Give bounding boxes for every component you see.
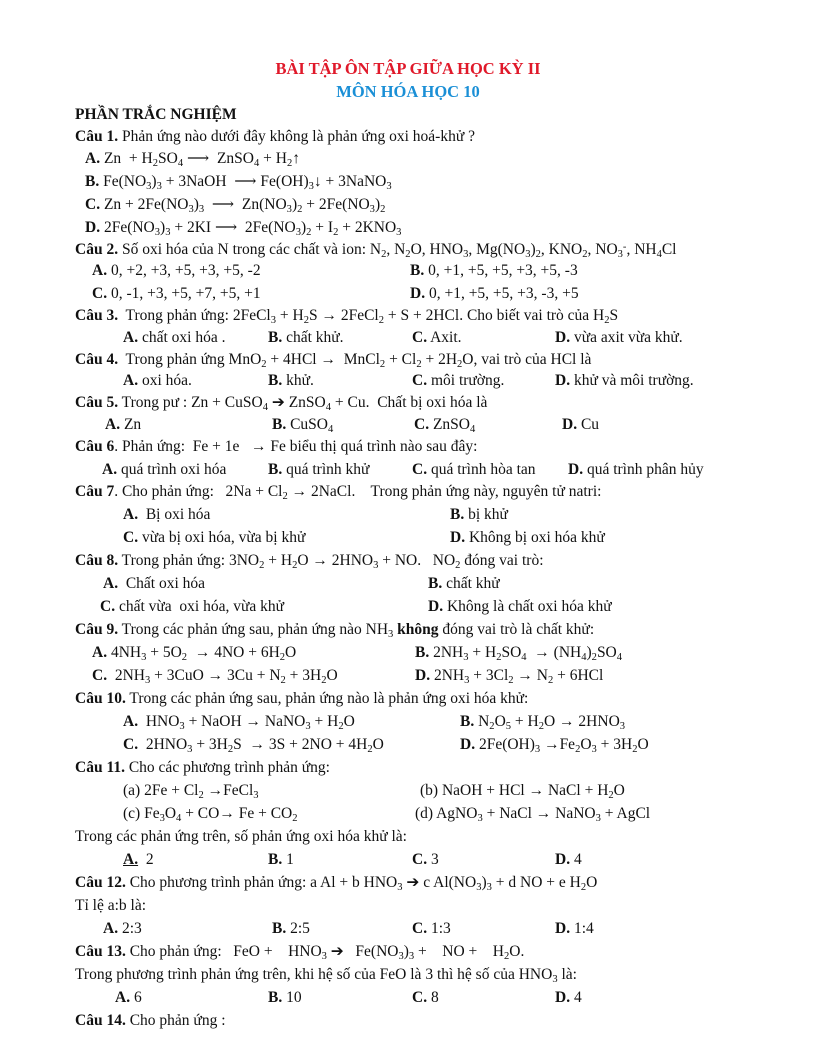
text-line: A. quá trình oxi hóa bbox=[102, 461, 227, 478]
text-line: D. 4 bbox=[555, 989, 582, 1006]
text-line: D. $2NH_3 + 3Cl_2 \to N_2 + 6HCl$ bbox=[415, 667, 604, 686]
text-line: A. 2:3 bbox=[103, 920, 142, 937]
text-line: D. $2Fe(OH)_3 \to Fe_2O_3 + 3H_2O$ bbox=[460, 736, 649, 755]
text-line: Câu 12. Cho phương trình phản ứng: a Al + b $HNO_3$ ➔ c $Al(NO_3)_3 + d$ NO + e $H_2O$ bbox=[75, 874, 598, 893]
text-line: D. $2Fe(NO_3)_3 + 2KI$ ⟶ $2Fe(NO_3)_2 + I_2 + 2KNO_3$ bbox=[85, 219, 402, 238]
text-line: Câu 7. Cho phản ứng: $2Na + Cl_2$ → 2NaCl. Trong phản ứng này, nguyên tử natri: bbox=[75, 483, 602, 502]
text-line: B. chất khử bbox=[428, 575, 500, 592]
text-line: A. $HNO_3$ + NaOH → NaNO$_3$ + $H_2O$ bbox=[123, 713, 355, 732]
text-line: Câu 4. Trong phản ứng MnO$_2$ + 4HCl → MnCl$_2$ + $Cl_2 + 2H_2O$, vai trò của HCl là bbox=[75, 351, 592, 370]
text-line: A. chất oxi hóa . bbox=[123, 329, 226, 346]
text-line: A. Chất oxi hóa bbox=[103, 575, 206, 592]
text-line: C. 8 bbox=[412, 989, 439, 1006]
page-subtitle: MÔN HÓA HỌC 10 bbox=[336, 82, 480, 101]
text-line: Trong phương trình phản ứng trên, khi hệ số của FeO là 3 thì hệ số của $HNO_3$ là: bbox=[75, 966, 577, 985]
text-line: C. vừa bị oxi hóa, vừa bị khử bbox=[123, 529, 306, 546]
text-line: B. $2NH_3 + H_2SO_4 \to (NH_4)_2SO_4$ bbox=[415, 644, 623, 663]
text-line: Câu 13. Cho phản ứng: FeO + $HNO_3$ ➔ $Fe(NO_3)_3$ + NO + $H_2O$. bbox=[75, 943, 525, 962]
text-line: A. 0, +2, +3, +5, +3, +5, -2 bbox=[92, 262, 261, 279]
text-line: C. $2NH_3 + 3CuO \to 3Cu + N_2 + 3H_2O$ bbox=[92, 667, 338, 686]
text-line: A. $4NH_3 + 5O_2 \to 4NO + 6H_2O$ bbox=[92, 644, 297, 663]
text-line: D. quá trình phân hủy bbox=[568, 461, 704, 478]
text-line: A. Bị oxi hóa bbox=[123, 506, 211, 523]
text-line: Câu 9. Trong các phản ứng sau, phản ứng nào $NH_3$ không đóng vai trò là chất khử: bbox=[75, 621, 595, 640]
text-line: B. 0, +1, +5, +5, +3, +5, -3 bbox=[410, 262, 578, 279]
text-line: B. 10 bbox=[268, 989, 302, 1006]
text-line: Câu 14. Cho phản ứng : bbox=[75, 1012, 226, 1029]
text-line: D. 4 bbox=[555, 851, 582, 868]
page-title: BÀI TẬP ÔN TẬP GIỮA HỌC KỲ II bbox=[275, 59, 541, 78]
text-line: B. 2:5 bbox=[272, 920, 310, 937]
text-line: B. khử. bbox=[268, 372, 314, 389]
text-line: (d) AgNO$_3$ + NaCl → NaNO$_3$ + AgCl bbox=[415, 805, 651, 824]
text-line: A. 2 bbox=[123, 851, 154, 868]
text-line: B. quá trình khử bbox=[268, 461, 370, 478]
text-line: C. $Zn + 2Fe(NO_3)_3$ ⟶ $Zn(NO_3)_2 + 2Fe(NO_3)_2$ bbox=[85, 196, 386, 215]
text-line: A. Zn bbox=[105, 416, 142, 433]
text-line: B. CuSO$_4$ bbox=[272, 416, 334, 435]
text-line: Câu 6. Phản ứng: Fe + 1e → Fe biểu thị quá trình nào sau đây: bbox=[75, 438, 478, 455]
text-line: C. chất vừa oxi hóa, vừa khử bbox=[100, 598, 285, 615]
text-line: D. Không là chất oxi hóa khử bbox=[428, 598, 612, 615]
text-line: C. 1:3 bbox=[412, 920, 451, 937]
section-heading: PHẦN TRẮC NGHIỆM bbox=[75, 106, 237, 123]
text-line: Câu 1. Phản ứng nào dưới đây không là phản ứng oxi hoá-khử ? bbox=[75, 128, 475, 145]
text-line: D. vừa axit vừa khử. bbox=[555, 329, 683, 346]
text-line: B. $Fe(NO_3)_3$ + 3NaOH ⟶ $Fe(OH)_3↓$ + 3NaNO$_3$ bbox=[85, 173, 392, 192]
text-line: Câu 8. Trong phản ứng: $3NO_2 + H_2O \to 2HNO_3$ + NO. $NO_2$ đóng vai trò: bbox=[75, 552, 544, 571]
text-line: B. bị khử bbox=[450, 506, 508, 523]
text-line: C. Axit. bbox=[412, 329, 462, 346]
text-line: (a) $2Fe + Cl_2$ →FeCl$_3$ bbox=[123, 782, 259, 801]
text-line: D. khử và môi trường. bbox=[555, 372, 694, 389]
text-line: A. oxi hóa. bbox=[123, 372, 192, 389]
text-line: B. 1 bbox=[268, 851, 294, 868]
text-line: A. $Zn + H_2SO_4$ ⟶ ZnSO$_4$ + $H_2↑$ bbox=[85, 150, 300, 169]
text-line: Câu 3. Trong phản ứng: 2FeCl$_3$ + $H_2S$ → 2FeCl$_2$ + S + 2HCl. Cho biết vai trò của $H_2S$ bbox=[75, 307, 619, 326]
text-line: Câu 2. Số oxi hóa của N trong các chất và ion: $N_2$, $N_2O$, $HNO_3$, $Mg(NO_3)_2$, $KNO_2$, $NO_3^-$, $NH_4Cl$ bbox=[75, 241, 677, 260]
text-line: Câu 11. Cho các phương trình phản ứng: bbox=[75, 759, 330, 776]
text-line: A. 6 bbox=[115, 989, 142, 1006]
text-line: C. 0, -1, +3, +5, +7, +5, +1 bbox=[92, 285, 261, 302]
text-line: Trong các phản ứng trên, số phản ứng oxi hóa khử là: bbox=[75, 828, 407, 845]
text-line: Câu 5. Trong pư : Zn + CuSO$_4$ ➔ ZnSO$_4$ + Cu. Chất bị oxi hóa là bbox=[75, 394, 488, 413]
text-line: B. $N_2O_5 + H_2O \to 2HNO_3$ bbox=[460, 713, 626, 732]
text-line: C. quá trình hòa tan bbox=[412, 461, 536, 478]
text-line: B. chất khử. bbox=[268, 329, 344, 346]
text-line: Câu 10. Trong các phản ứng sau, phản ứng nào là phản ứng oxi hóa khử: bbox=[75, 690, 529, 707]
text-line: C. ZnSO$_4$ bbox=[414, 416, 476, 435]
text-line: C. môi trường. bbox=[412, 372, 505, 389]
text-line: Tỉ lệ a:b là: bbox=[75, 897, 147, 914]
text-line: (c) $Fe_3O_4 + CO\to Fe + CO_2$ bbox=[123, 805, 298, 824]
text-line: C. 3 bbox=[412, 851, 439, 868]
text-line: D. 1:4 bbox=[555, 920, 594, 937]
text-line: C. $2HNO_3 + 3H_2S \to 3S + 2NO + 4H_2O$ bbox=[123, 736, 384, 755]
text-line: D. Cu bbox=[562, 416, 600, 433]
text-line: D. 0, +1, +5, +5, +3, -3, +5 bbox=[410, 285, 579, 302]
text-line: D. Không bị oxi hóa khử bbox=[450, 529, 605, 546]
text-line: (b) NaOH + HCl → NaCl + $H_2O$ bbox=[420, 782, 625, 801]
